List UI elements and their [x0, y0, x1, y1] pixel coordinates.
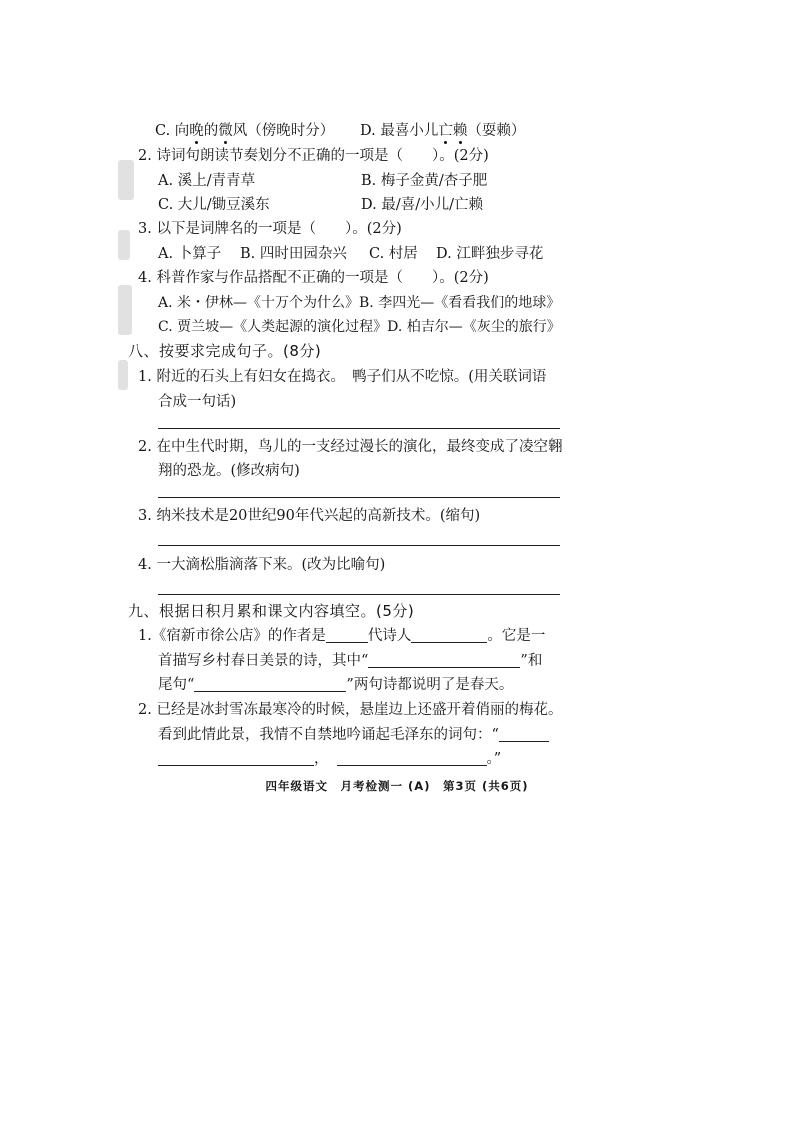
fill-blank[interactable] — [499, 727, 549, 742]
emphasis-char: 赖 — [452, 123, 468, 139]
q3-option-d: D. 江畔独步寻花 — [436, 246, 544, 262]
section-9-title: 九、根据日积月累和课文内容填空。(5分) — [128, 602, 415, 620]
answer-line[interactable] — [158, 594, 560, 595]
fill-blank[interactable] — [158, 751, 314, 766]
scan-smudge — [118, 285, 132, 335]
q3-option-b: B. 四时田园杂兴 — [240, 246, 347, 262]
emphasis-char: 亡 — [438, 123, 453, 139]
q1-option-c: C. 向晚的微风（傍晚时分） — [155, 123, 335, 139]
s9-question-2-line-1: 2. 已经是冰封雪冻最寒冷的时候，悬崖边上还盛开着俏丽的梅花。 — [138, 702, 563, 718]
s9-question-2-line-2: 看到此情此景，我情不自禁地吟诵起毛泽东的词句：“ — [158, 726, 549, 744]
fill-blank[interactable] — [326, 628, 368, 643]
s9-question-1-line-1: 1.《宿新市徐公店》的作者是 代诗人 。它是一 — [138, 628, 546, 644]
q3-option-a: A. 卜算子 — [158, 246, 222, 262]
s8-question-1-line-2: 合成一句话) — [158, 394, 237, 410]
emphasis-char: 微 — [218, 123, 233, 139]
section-8-title: 八、按要求完成句子。(8分) — [128, 342, 322, 360]
s8-question-3: 3. 纳米技术是20世纪90年代兴起的高新技术。(缩句) — [138, 508, 481, 524]
q2-option-a: A. 溪上/青青草 — [158, 173, 256, 189]
question-3: 3. 以下是词牌名的一项是（ ）。(2分) — [138, 221, 402, 237]
answer-line[interactable] — [158, 545, 560, 546]
scan-smudge — [118, 230, 130, 260]
s8-question-2-line-1: 2. 在中生代时期，鸟儿的一支经过漫长的演化，最终变成了凌空翱 — [138, 439, 563, 455]
s9-question-2-line-3: ， 。” — [158, 750, 501, 768]
s9-question-1-line-3: 尾句“ ”两句诗都说明了是春天。 — [158, 677, 514, 693]
answer-line[interactable] — [158, 497, 560, 498]
page-footer: 四年级语文 月考检测一 (A) 第3页 (共6页) — [265, 779, 529, 793]
q2-option-b: B. 梅子金黄/杏子肥 — [361, 173, 488, 189]
question-4: 4. 科普作家与作品搭配不正确的一项是（ ）。(2分) — [138, 270, 489, 286]
emphasis-char: 晚 — [189, 123, 204, 139]
q4-options-ab: A. 米・伊林—《十万个为什么》B. 李四光—《看看我们的地球》 — [158, 295, 561, 311]
scan-smudge — [118, 160, 134, 200]
q2-option-d: D. 最/喜/小儿/亡赖 — [361, 197, 483, 213]
s9-question-1-line-2: 首描写乡村春日美景的诗，其中“ ”和 — [158, 653, 543, 669]
q1-option-d: D. 最喜小儿亡赖（耍赖） — [360, 123, 526, 139]
fill-blank[interactable] — [194, 677, 346, 692]
q2-option-c: C. 大儿/锄豆溪东 — [158, 197, 270, 213]
q3-option-c: C. 村居 — [369, 246, 418, 262]
s8-question-1-line-1: 1. 附近的石头上有妇女在捣衣。 鸭子们从不吃惊。(用关联词语 — [138, 369, 547, 385]
fill-blank[interactable] — [411, 628, 487, 643]
fill-blank[interactable] — [368, 653, 520, 668]
q4-options-cd: C. 贾兰坡—《人类起源的演化过程》D. 柏吉尔—《灰尘的旅行》 — [158, 319, 561, 335]
s8-question-2-line-2: 翔的恐龙。(修改病句) — [158, 463, 300, 479]
fill-blank[interactable] — [337, 751, 487, 766]
scan-smudge — [118, 360, 128, 390]
question-2: 2. 诗词句朗读节奏划分不正确的一项是（ ）。(2分) — [138, 148, 489, 164]
answer-line[interactable] — [158, 428, 560, 429]
s8-question-4: 4. 一大滴松脂滴落下来。(改为比喻句) — [138, 557, 386, 573]
